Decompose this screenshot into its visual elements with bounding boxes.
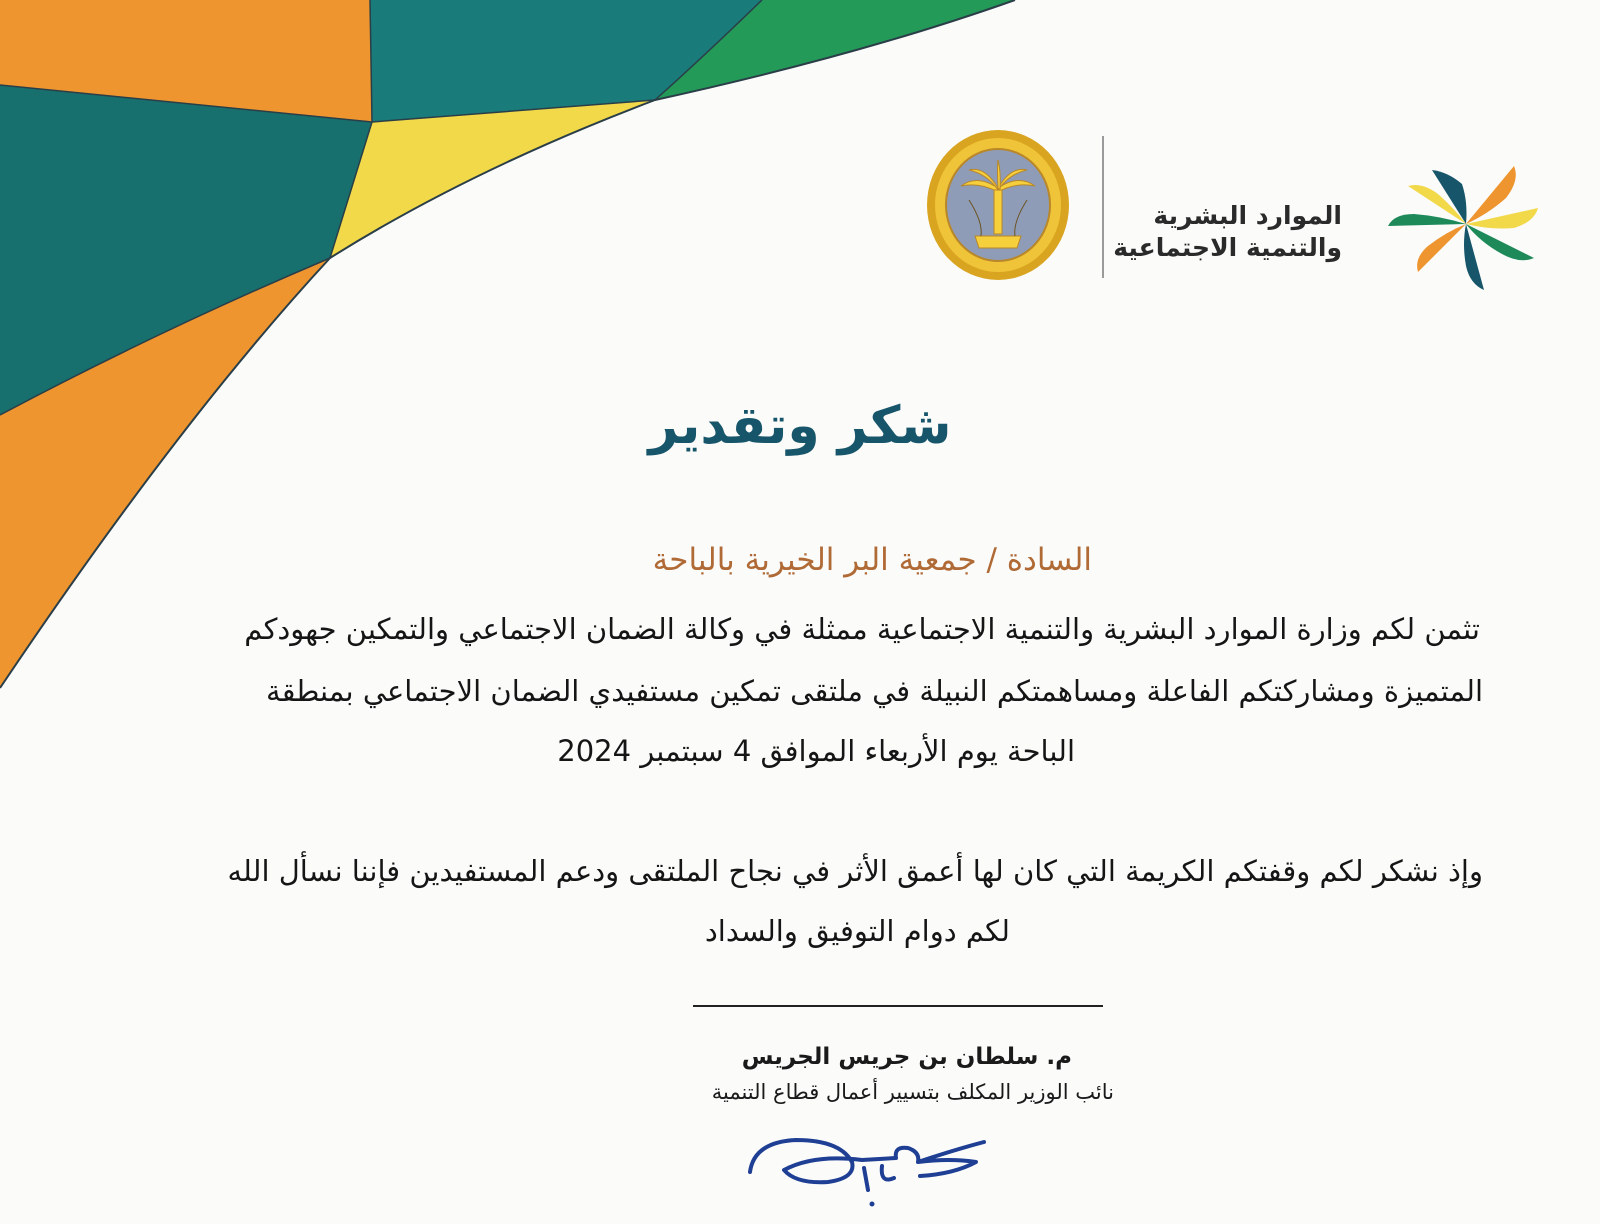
signature-rule [693, 1005, 1103, 1007]
body-line-3: الباحة يوم الأربعاء الموافق 4 سبتمبر 2024 [557, 734, 1075, 768]
signer-name: م. سلطان بن جريس الجريس [741, 1044, 1072, 1070]
signer-title: نائب الوزير المكلف بتسيير أعمال قطاع التنمية [711, 1080, 1114, 1104]
star-burst-emblem-icon [1388, 164, 1540, 292]
deco-yellow [330, 100, 655, 258]
ministry-name-line1: الموارد البشرية [1153, 201, 1342, 230]
palm-tree-seal-icon [925, 128, 1071, 282]
handwritten-signature-icon [744, 1128, 1000, 1208]
body-line-5: لكم دوام التوفيق والسداد [704, 914, 1010, 948]
logo-divider [1102, 136, 1104, 278]
recipient-line: السادة / جمعية البر الخيرية بالباحة [652, 542, 1092, 578]
body-line-4: وإذ نشكر لكم وقفتكم الكريمة التي كان لها أعمق الأثر في نجاح الملتقى ودعم المستفيدين فإننا نسأل الله [227, 854, 1483, 888]
body-line-2: المتميزة ومشاركتكم الفاعلة ومساهمتكم النبيلة في ملتقى تمكين مستفيدي الضمان الاجتماعي بمنطقة [266, 674, 1483, 708]
ministry-name [1113, 200, 1342, 264]
body-line-1: تثمن لكم وزارة الموارد البشرية والتنمية الاجتماعية ممثلة في وكالة الضمان الاجتماعي والتمكين جهودكم [244, 612, 1480, 646]
ministry-name-line2: والتنمية الاجتماعية [1113, 233, 1342, 262]
certificate-title: شكر وتقدير [648, 396, 952, 456]
